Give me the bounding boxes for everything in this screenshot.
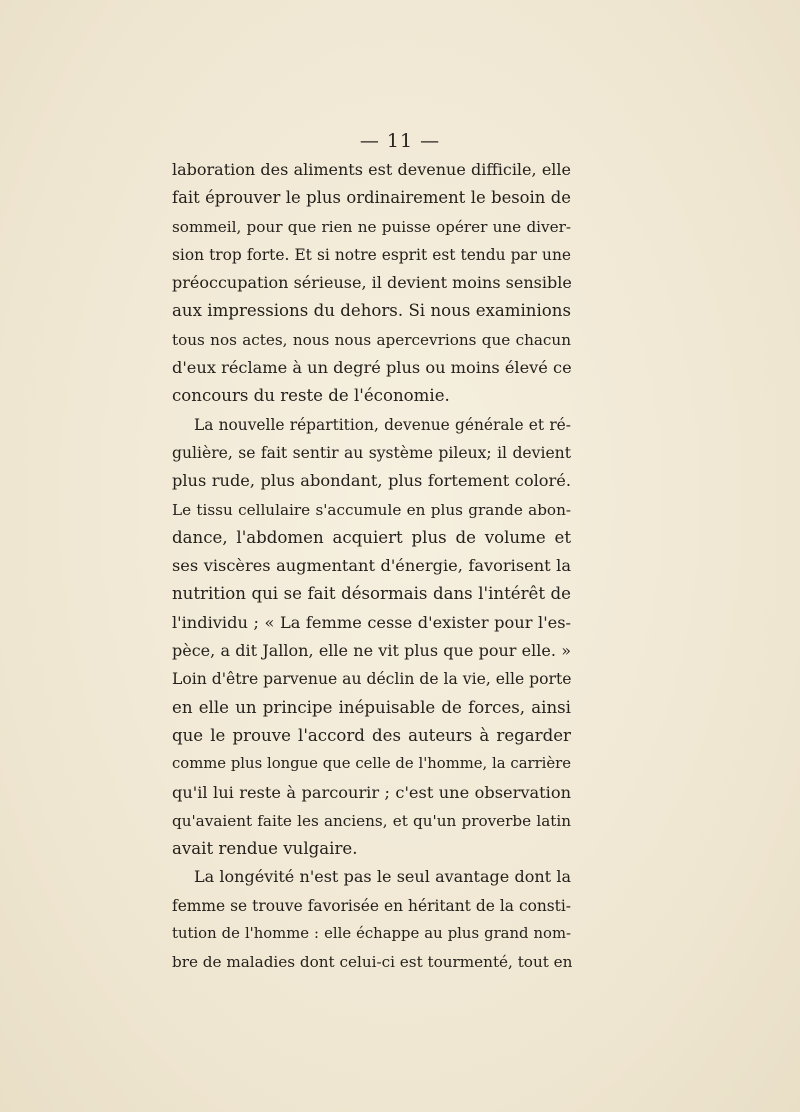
text-line: La longévité n'est pas le seul avantage dont la bbox=[194, 867, 571, 887]
text-line: aux impressions du dehors. Si nous examinions bbox=[172, 301, 571, 321]
text-line: bre de maladies dont celui-ci est tourmenté, tout en bbox=[172, 953, 573, 972]
text-line: nutrition qui se fait désormais dans l'intérêt de bbox=[172, 584, 571, 604]
text-line: d'eux réclame à un degré plus ou moins élevé ce bbox=[172, 358, 572, 378]
text-line: qu'il lui reste à parcourir ; c'est une observation bbox=[172, 782, 571, 802]
text-line: La nouvelle répartition, devenue générale et ré- bbox=[194, 415, 571, 434]
text-line: avait rendue vulgaire. bbox=[172, 839, 358, 859]
text-line: laboration des aliments est devenue difficile, elle bbox=[172, 160, 571, 179]
text-line: Le tissu cellulaire s'accumule en plus grande abon- bbox=[172, 500, 571, 519]
text-line: gulière, se fait sentir au système pileux; il devient bbox=[172, 443, 571, 462]
text-line: pèce, a dit Jallon, elle ne vit plus que pour elle. » bbox=[172, 641, 571, 661]
text-line: préoccupation sérieuse, il devient moins sensible bbox=[172, 273, 572, 293]
text-line: Loin d'être parvenue au déclin de la vie, elle porte bbox=[172, 670, 572, 689]
text-line: que le prouve l'accord des auteurs à regarder bbox=[172, 725, 571, 745]
text-line: plus rude, plus abondant, plus fortement coloré. bbox=[172, 471, 571, 491]
page-number: — 11 — bbox=[359, 130, 441, 152]
text-line: femme se trouve favorisée en héritant de la consti- bbox=[172, 896, 571, 915]
text-line: ses viscères augmentant d'énergie, favorisent la bbox=[172, 556, 571, 576]
body-text bbox=[172, 156, 571, 977]
text-line: fait éprouver le plus ordinairement le besoin de bbox=[172, 188, 571, 208]
text-line: qu'avaient faite les anciens, et qu'un proverbe latin bbox=[172, 811, 571, 830]
text-line: tous nos actes, nous nous apercevrions que chacun bbox=[172, 330, 571, 349]
text-line: l'individu ; « La femme cesse d'exister pour l'es- bbox=[172, 612, 571, 632]
text-line: sommeil, pour que rien ne puisse opérer une diver- bbox=[172, 217, 571, 236]
text-line: sion trop forte. Et si notre esprit est tendu par une bbox=[172, 245, 571, 264]
text-line: en elle un principe inépuisable de forces, ainsi bbox=[172, 697, 571, 717]
text-line: comme plus longue que celle de l'homme, la carrière bbox=[172, 755, 571, 773]
text-line: concours du reste de l'économie. bbox=[172, 386, 450, 406]
text-line: tution de l'homme : elle échappe au plus grand nom- bbox=[172, 925, 571, 943]
text-line: dance, l'abdomen acquiert plus de volume et bbox=[172, 527, 571, 547]
